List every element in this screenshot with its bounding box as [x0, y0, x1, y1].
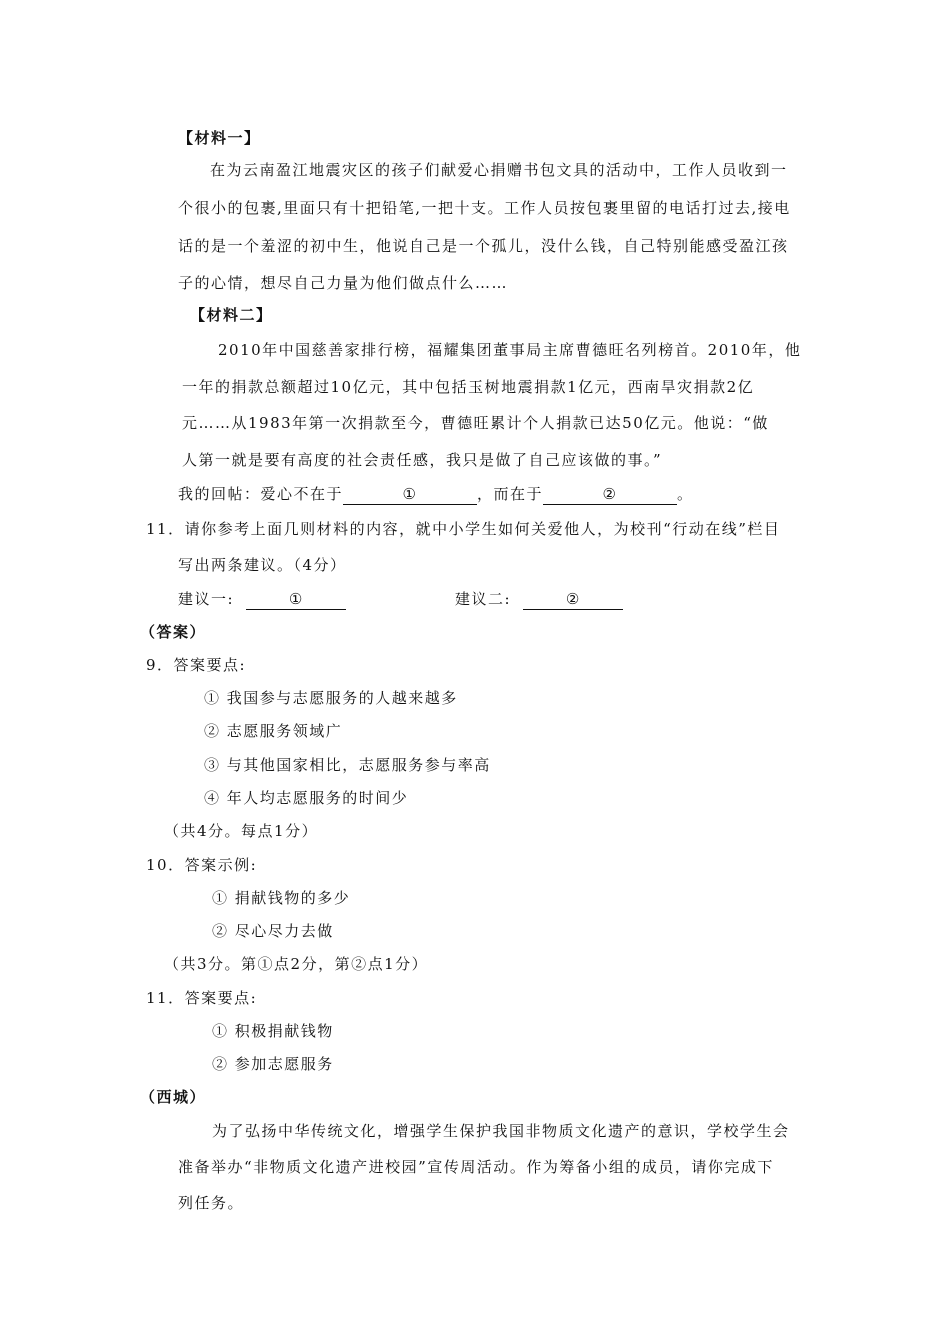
answer-9-point-2: ② 志愿服务领域广	[204, 722, 343, 740]
reply-blank-1[interactable]: ①	[343, 484, 477, 505]
suggestion-1-blank[interactable]: ①	[246, 589, 346, 610]
reply-line	[178, 484, 694, 505]
reply-blank-2[interactable]: ②	[543, 484, 677, 505]
answer-9-point-4: ④ 年人均志愿服务的时间少	[204, 789, 409, 807]
q11-line-1: 11．请你参考上面几则材料的内容，就中小学生如何关爱他人，为校刊“行动在线”栏目	[146, 520, 781, 538]
xicheng-line-2: 准备举办“非物质文化遗产进校园”宣传周活动。作为筹备小组的成员，请你完成下	[178, 1158, 774, 1176]
material2-line-2: 一年的捐款总额超过10亿元，其中包括玉树地震捐款1亿元，西南旱灾捐款2亿	[182, 378, 755, 396]
answer-9-title: 9．答案要点:	[146, 656, 247, 674]
answer-9-point-3: ③ 与其他国家相比，志愿服务参与率高	[204, 756, 491, 774]
suggestion-2-label: 建议二:	[455, 590, 512, 608]
material2-line-3: 元……从1983年第一次捐款至今，曹德旺累计个人捐款已达50亿元。他说：“做	[182, 414, 769, 432]
material1-line-1: 在为云南盈江地震灾区的孩子们献爱心捐赠书包文具的活动中，工作人员收到一	[210, 161, 788, 179]
answer-10-title: 10．答案示例:	[146, 856, 258, 874]
answer-11-point-1: ① 积极捐献钱物	[212, 1022, 334, 1040]
answer-10-score: （共3分。第①点2分，第②点1分）	[164, 955, 429, 973]
answers-heading: （答案）	[140, 623, 207, 641]
material2-line-4: 人第一就是要有高度的社会责任感，我只是做了自己应该做的事。”	[182, 451, 663, 469]
answer-9-score: （共4分。每点1分）	[164, 822, 319, 840]
suggestion-1-label: 建议一:	[178, 590, 235, 608]
answer-11-point-2: ② 参加志愿服务	[212, 1055, 334, 1073]
answer-10-point-2: ② 尽心尽力去做	[212, 922, 334, 940]
material2-line-1: 2010年中国慈善家排行榜，福耀集团董事局主席曹德旺名列榜首。2010年，他	[218, 341, 802, 359]
material1-line-3: 话的是一个羞涩的初中生，他说自己是一个孤儿，没什么钱，自己特别能感受盈江孩	[178, 237, 789, 255]
reply-suffix: 。	[677, 485, 694, 503]
material1-heading: 【材料一】	[178, 129, 261, 147]
xicheng-line-1: 为了弘扬中华传统文化，增强学生保护我国非物质文化遗产的意识，学校学生会	[212, 1122, 790, 1140]
reply-prefix: 我的回帖：爱心不在于	[178, 485, 344, 503]
answer-10-point-1: ① 捐献钱物的多少	[212, 889, 351, 907]
xicheng-heading: （西城）	[140, 1088, 207, 1106]
material2-heading: 【材料二】	[190, 306, 273, 324]
material1-line-4: 子的心情，想尽自己力量为他们做点什么……	[178, 274, 509, 292]
q11-suggestion-1	[178, 589, 346, 610]
q11-line-2: 写出两条建议。（4分）	[178, 556, 347, 574]
material1-line-2: 个很小的包裹,里面只有十把铅笔,一把十支。工作人员按包裹里留的电话打过去,接电	[178, 199, 791, 217]
answer-9-point-1: ① 我国参与志愿服务的人越来越多	[204, 689, 458, 707]
xicheng-line-3: 列任务。	[178, 1194, 245, 1212]
answer-11-title: 11．答案要点:	[146, 989, 258, 1007]
suggestion-2-blank[interactable]: ②	[523, 589, 623, 610]
reply-middle: ，而在于	[477, 485, 544, 503]
q11-suggestion-2	[455, 589, 623, 610]
